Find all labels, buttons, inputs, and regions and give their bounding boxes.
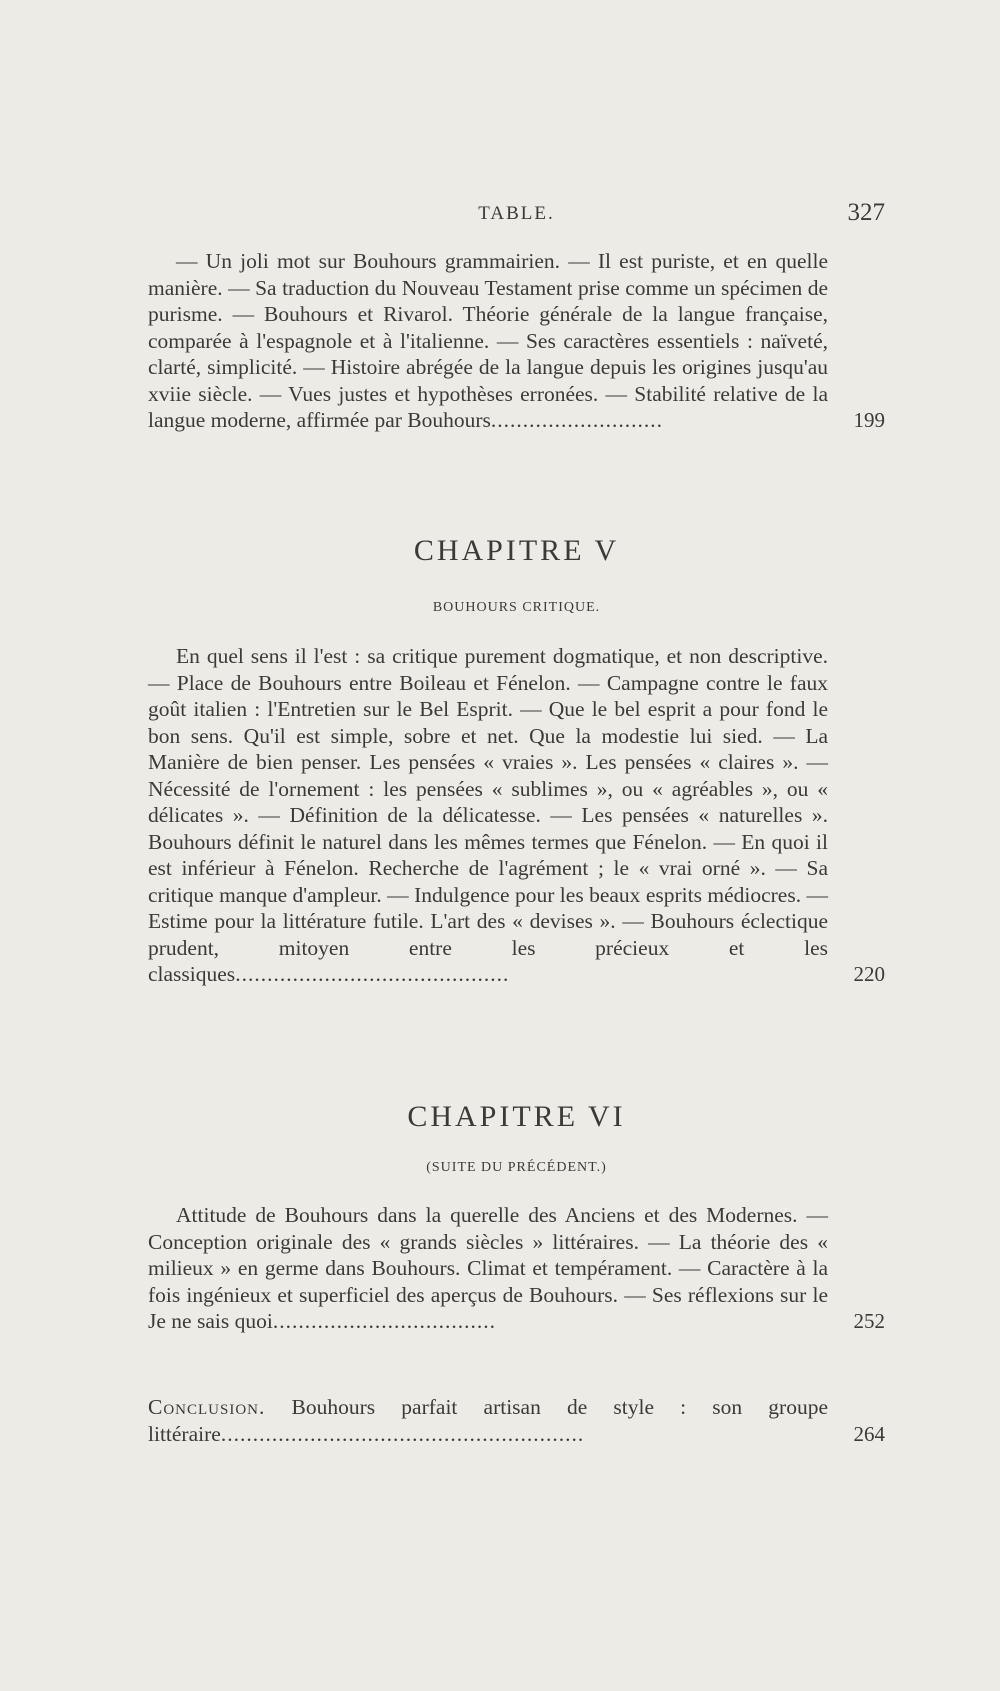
entry-page-number: 199 xyxy=(853,408,885,432)
entry-text: Attitude de Bouhours dans la querelle des Anciens et des Modernes. — Conception originale des « grands siècles » littéraires. — La théorie des « milieux » en germe dans Bouhours. Climat et tempérament. — Caractère à la fois ingénieux et superficiel des aperçus de Bouhours. — Ses réflexions sur le Je ne sais quoi xyxy=(148,1203,828,1333)
entry-page-number: 220 xyxy=(853,962,885,986)
entry-summary xyxy=(148,248,828,434)
running-header xyxy=(148,199,885,233)
entry-text: En quel sens il l'est : sa critique purement dogmatique, et non descriptive. — Place de Bouhours entre Boileau et Fénelon. — Campagne contre le faux goût italien : l'Entretien sur le Bel Esprit. — Que le bel esprit a pour fond le bon sens. Qu'il est simple, sobre et net. Que la modestie lui sied. — La Manière de bien penser. Les pensées « vraies ». Les pensées « claires ». — Nécessité de l'ornement : les pensées « sublimes », ou « agréables », ou « délicates ». — Définition de la délicatesse. — Les pensées « naturelles ». Bouhours définit le naturel dans les mêmes termes que Fénelon. — En quoi il est inférieur à Fénelon. Recherche de l'agrément ; le « vrai orné ». — Sa critique manque d'ampleur. — Indulgence pour les beaux esprits médiocres. — Estime pour la littérature futile. L'art des « devises ». — Bouhours éclectique prudent, mitoyen entre les précieux et les classiques xyxy=(148,644,828,986)
conclusion-label: Conclusion. xyxy=(148,1395,266,1419)
chapter-heading: CHAPITRE VI xyxy=(407,1100,626,1133)
entry-summary xyxy=(148,643,828,988)
entry-page-number: 264 xyxy=(853,1421,885,1446)
dot-leader: ......................................................... xyxy=(220,1421,585,1446)
entry-summary xyxy=(148,1394,828,1447)
entry-text: — Un joli mot sur Bouhours grammairien. — Il est puriste, et en quelle manière. — Sa traduction du Nouveau Testament prise comme un spécimen de purisme. — Bouhours et Rivarol. Théorie générale de la langue française, comparée à l'espagnole et à l'italienne. — Ses caractères essentiels : naïveté, clarté, simplicité. — Histoire abrégée de la langue depuis les origines jusqu'au xviie siècle. — Vues justes et hypothèses erronées. — Stabilité relative de la langue moderne, affirmée par Bouhours xyxy=(148,249,828,432)
toc-entry-conclusion xyxy=(148,1394,885,1447)
dot-leader: ........................................... xyxy=(235,962,510,986)
entry-page-number: 252 xyxy=(853,1309,885,1333)
chapter-subtitle: (SUITE DU PRÉCÉDENT.) xyxy=(426,1160,607,1175)
toc-entry-critique xyxy=(148,643,885,988)
entry-summary xyxy=(148,1202,828,1335)
dot-leader: ........................... xyxy=(490,408,664,432)
chapter-subtitle: BOUHOURS CRITIQUE. xyxy=(432,600,601,615)
page-number: 327 xyxy=(847,199,885,226)
toc-entry-grammarian xyxy=(148,248,885,434)
running-title: TABLE. xyxy=(478,203,555,224)
dot-leader: ................................... xyxy=(272,1309,496,1333)
toc-entry-anciens-modernes xyxy=(148,1202,885,1335)
chapter-heading: CHAPITRE V xyxy=(413,534,620,567)
entry-text: Bouhours parfait artisan de style : son groupe littéraire xyxy=(148,1395,828,1446)
